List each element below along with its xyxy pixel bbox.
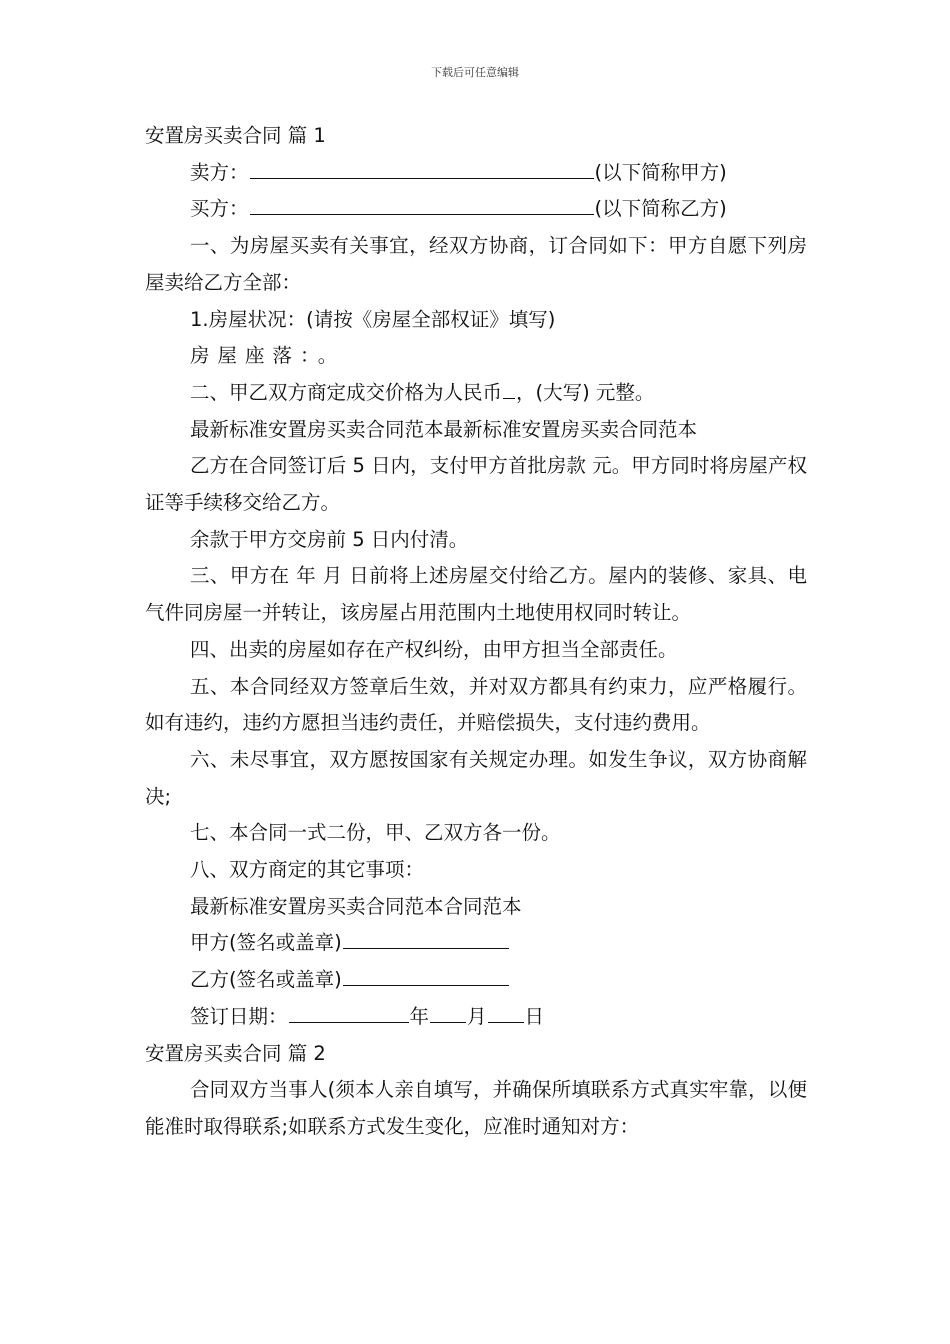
buyer-line <box>145 191 807 228</box>
seller-suffix: (以下简称甲方) <box>594 160 727 184</box>
clause-6: 六、未尽事宜，双方愿按国家有关规定办理。如发生争议，双方协商解决; <box>145 747 807 808</box>
buyer-blank <box>250 194 594 215</box>
price-blank <box>503 378 515 399</box>
clause-7: 七、本合同一式二份，甲、乙双方各一份。 <box>190 821 561 845</box>
sign-date-label: 签订日期： <box>190 1004 288 1028</box>
clause-5: 五、本合同经双方签章后生效，并对双方都具有约束力，应严格履行。如有违约，违约方愿担当违约责任，并赔偿损失，支付违约费用。 <box>145 674 807 735</box>
contract2-intro: 合同双方当事人(须本人亲自填写，并确保所填联系方式真实牢靠，以便能准时取得联系;如联系方式发生变化，应准时通知对方： <box>145 1078 807 1138</box>
payment-clause: 乙方在合同签订后 5 日内，支付甲方首批房款 元。甲方同时将房屋产权证等手续移交给乙方。 <box>145 454 807 515</box>
year-blank <box>289 1002 409 1023</box>
seller-line <box>145 155 807 192</box>
contract2-title: 安置房买卖合同 篇 2 <box>145 1041 326 1065</box>
party-b-sign-label: 乙方(签名或盖章) <box>190 968 342 992</box>
header-note: 下载后可任意编辑 <box>431 66 519 79</box>
repeat-title: 最新标准安置房买卖合同范本最新标准安置房买卖合同范本 <box>190 417 698 441</box>
day-blank <box>488 1002 524 1023</box>
party-a-sign-blank <box>343 928 509 949</box>
party-a-sign-label: 甲方(签名或盖章) <box>190 931 342 955</box>
contract1-title: 安置房买卖合同 篇 1 <box>145 124 326 147</box>
document-body <box>145 118 807 1146</box>
buyer-suffix: (以下简称乙方) <box>594 197 727 221</box>
party-b-sign-line <box>145 962 807 999</box>
seller-label: 卖方： <box>190 160 249 184</box>
clause-3: 三、甲方在 年 月 日前将上述房屋交付给乙方。屋内的装修、家具、电气件同房屋一并转让，该房屋占用范围内土地使用权同时转让。 <box>145 564 807 625</box>
clause-2-suffix: ，(大写) 元整。 <box>516 380 655 404</box>
location-line: 房屋座落：。 <box>190 344 346 368</box>
sign-date-line <box>145 999 807 1036</box>
clause-2 <box>145 375 807 412</box>
clause-8: 八、双方商定的其它事项： <box>190 858 425 882</box>
year-label: 年 <box>409 1004 430 1028</box>
seller-blank <box>250 158 594 179</box>
day-label: 日 <box>524 1004 545 1028</box>
clause-2-prefix: 二、甲乙双方商定成交价格为人民币 <box>190 380 503 404</box>
balance-clause: 余款于甲方交房前 5 日内付清。 <box>190 527 469 551</box>
clause-4: 四、出卖的房屋如存在产权纠纷，由甲方担当全部责任。 <box>190 637 678 661</box>
template-note: 最新标准安置房买卖合同范本合同范本 <box>190 894 522 918</box>
month-label: 月 <box>467 1004 487 1028</box>
month-blank <box>430 1002 466 1023</box>
item-1: 1.房屋状况：(请按《房屋全部权证》填写) <box>190 307 556 331</box>
clause-1: 一、为房屋买卖有关事宜，经双方协商，订合同如下：甲方自愿下列房屋卖给乙方全部： <box>145 234 807 294</box>
party-a-sign-line <box>145 925 807 962</box>
buyer-label: 买方： <box>190 197 249 221</box>
party-b-sign-blank <box>343 965 509 986</box>
